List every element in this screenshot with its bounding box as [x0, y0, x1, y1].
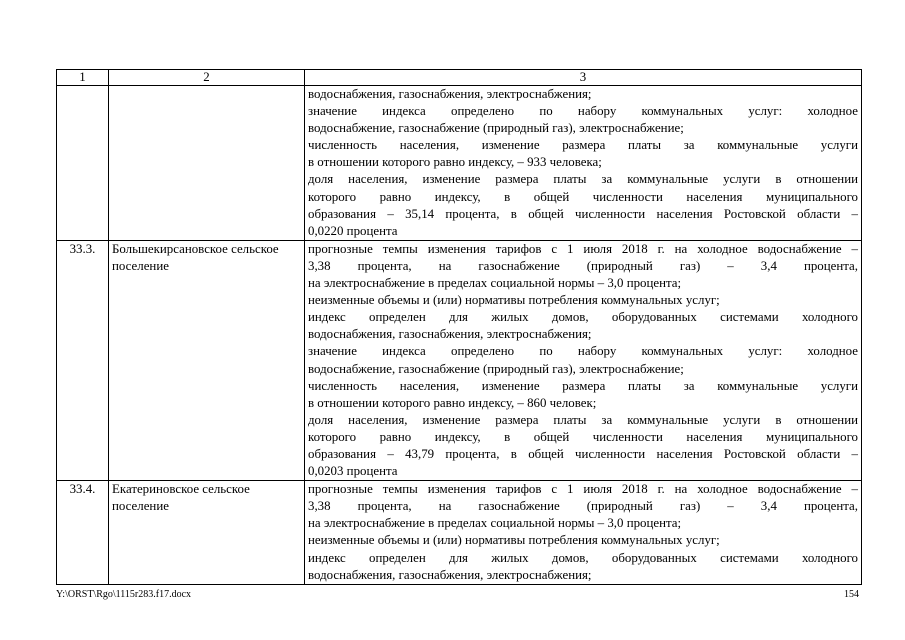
text-line: 0,0220 процента [308, 223, 398, 238]
text-line: неизменные объемы и (или) нормативы потребления коммунальных услуг; [308, 293, 720, 308]
header-col-1: 1 [57, 70, 109, 86]
document-table [56, 69, 862, 585]
settlement-name: Екатериновское сельское поселение [109, 481, 305, 585]
text-line: которого равно индексу, в общей численности населения муниципального [308, 429, 858, 444]
text-line: доля населения, изменение размера платы за коммунальные услуги в отношении [308, 412, 858, 427]
table-row-33-3 [57, 240, 862, 480]
text-line: образования – 43,79 процента, в общей численности населения Ростовской области – [308, 446, 858, 461]
text-line: на электроснабжение в пределах социальной нормы – 3,0 процента; [308, 276, 682, 291]
header-col-2: 2 [109, 70, 305, 86]
text-line: значение индекса определено по набору коммунальных услуг: холодное [308, 104, 858, 119]
text-line: 3,38 процента, на газоснабжение (природный газ) – 3,4 процента, [308, 258, 858, 273]
row-number: 33.3. [57, 240, 109, 480]
text-line: на электроснабжение в пределах социальной нормы – 3,0 процента; [308, 516, 682, 531]
text-line: в отношении которого равно индексу, – 933 человека; [308, 155, 602, 170]
row-number [57, 86, 109, 241]
text-line: 0,0203 процента [308, 464, 398, 479]
text-line: образования – 35,14 процента, в общей численности населения Ростовской области – [308, 206, 858, 221]
table-row-continuation [57, 86, 862, 241]
text-line: водоснабжение, газоснабжение (природный газ), электроснабжение; [308, 121, 684, 136]
text-line: индекс определен для жилых домов, оборудованных системами холодного [308, 550, 858, 565]
page-number: 154 [844, 589, 859, 600]
text-line: в отношении которого равно индексу, – 860 человек; [308, 395, 597, 410]
text-line: 3,38 процента, на газоснабжение (природный газ) – 3,4 процента, [308, 499, 858, 514]
text-line: неизменные объемы и (или) нормативы потребления коммунальных услуг; [308, 533, 720, 548]
text-line: численность населения, изменение размера платы за коммунальные услуги [308, 378, 858, 393]
text-line: водоснабжения, газоснабжения, электроснабжения; [308, 567, 592, 582]
settlement-name: Большекирсановское сельское поселение [109, 240, 305, 480]
row-description [305, 86, 862, 241]
text-line: индекс определен для жилых домов, оборудованных системами холодного [308, 310, 858, 325]
text-line: водоснабжения, газоснабжения, электроснабжения; [308, 87, 592, 101]
text-line: прогнозные темпы изменения тарифов с 1 июля 2018 г. на холодное водоснабжение – [308, 482, 858, 497]
text-line: прогнозные темпы изменения тарифов с 1 июля 2018 г. на холодное водоснабжение – [308, 241, 858, 256]
text-line: доля населения, изменение размера платы за коммунальные услуги в отношении [308, 172, 858, 187]
footer-file-path: Y:\ORST\Rgo\1115r283.f17.docx [56, 589, 192, 600]
text-line: водоснабжения, газоснабжения, электроснабжения; [308, 327, 592, 342]
settlement-name [109, 86, 305, 241]
row-number: 33.4. [57, 481, 109, 585]
text-line: численность населения, изменение размера платы за коммунальные услуги [308, 138, 858, 153]
table-header-row [57, 70, 862, 86]
text-line: которого равно индексу, в общей численности населения муниципального [308, 189, 858, 204]
row-description [305, 481, 862, 585]
row-description [305, 240, 862, 480]
text-line: водоснабжение, газоснабжение (природный газ), электроснабжение; [308, 361, 684, 376]
header-col-3: 3 [305, 70, 862, 86]
table-row-33-4 [57, 481, 862, 585]
text-line: значение индекса определено по набору коммунальных услуг: холодное [308, 344, 858, 359]
